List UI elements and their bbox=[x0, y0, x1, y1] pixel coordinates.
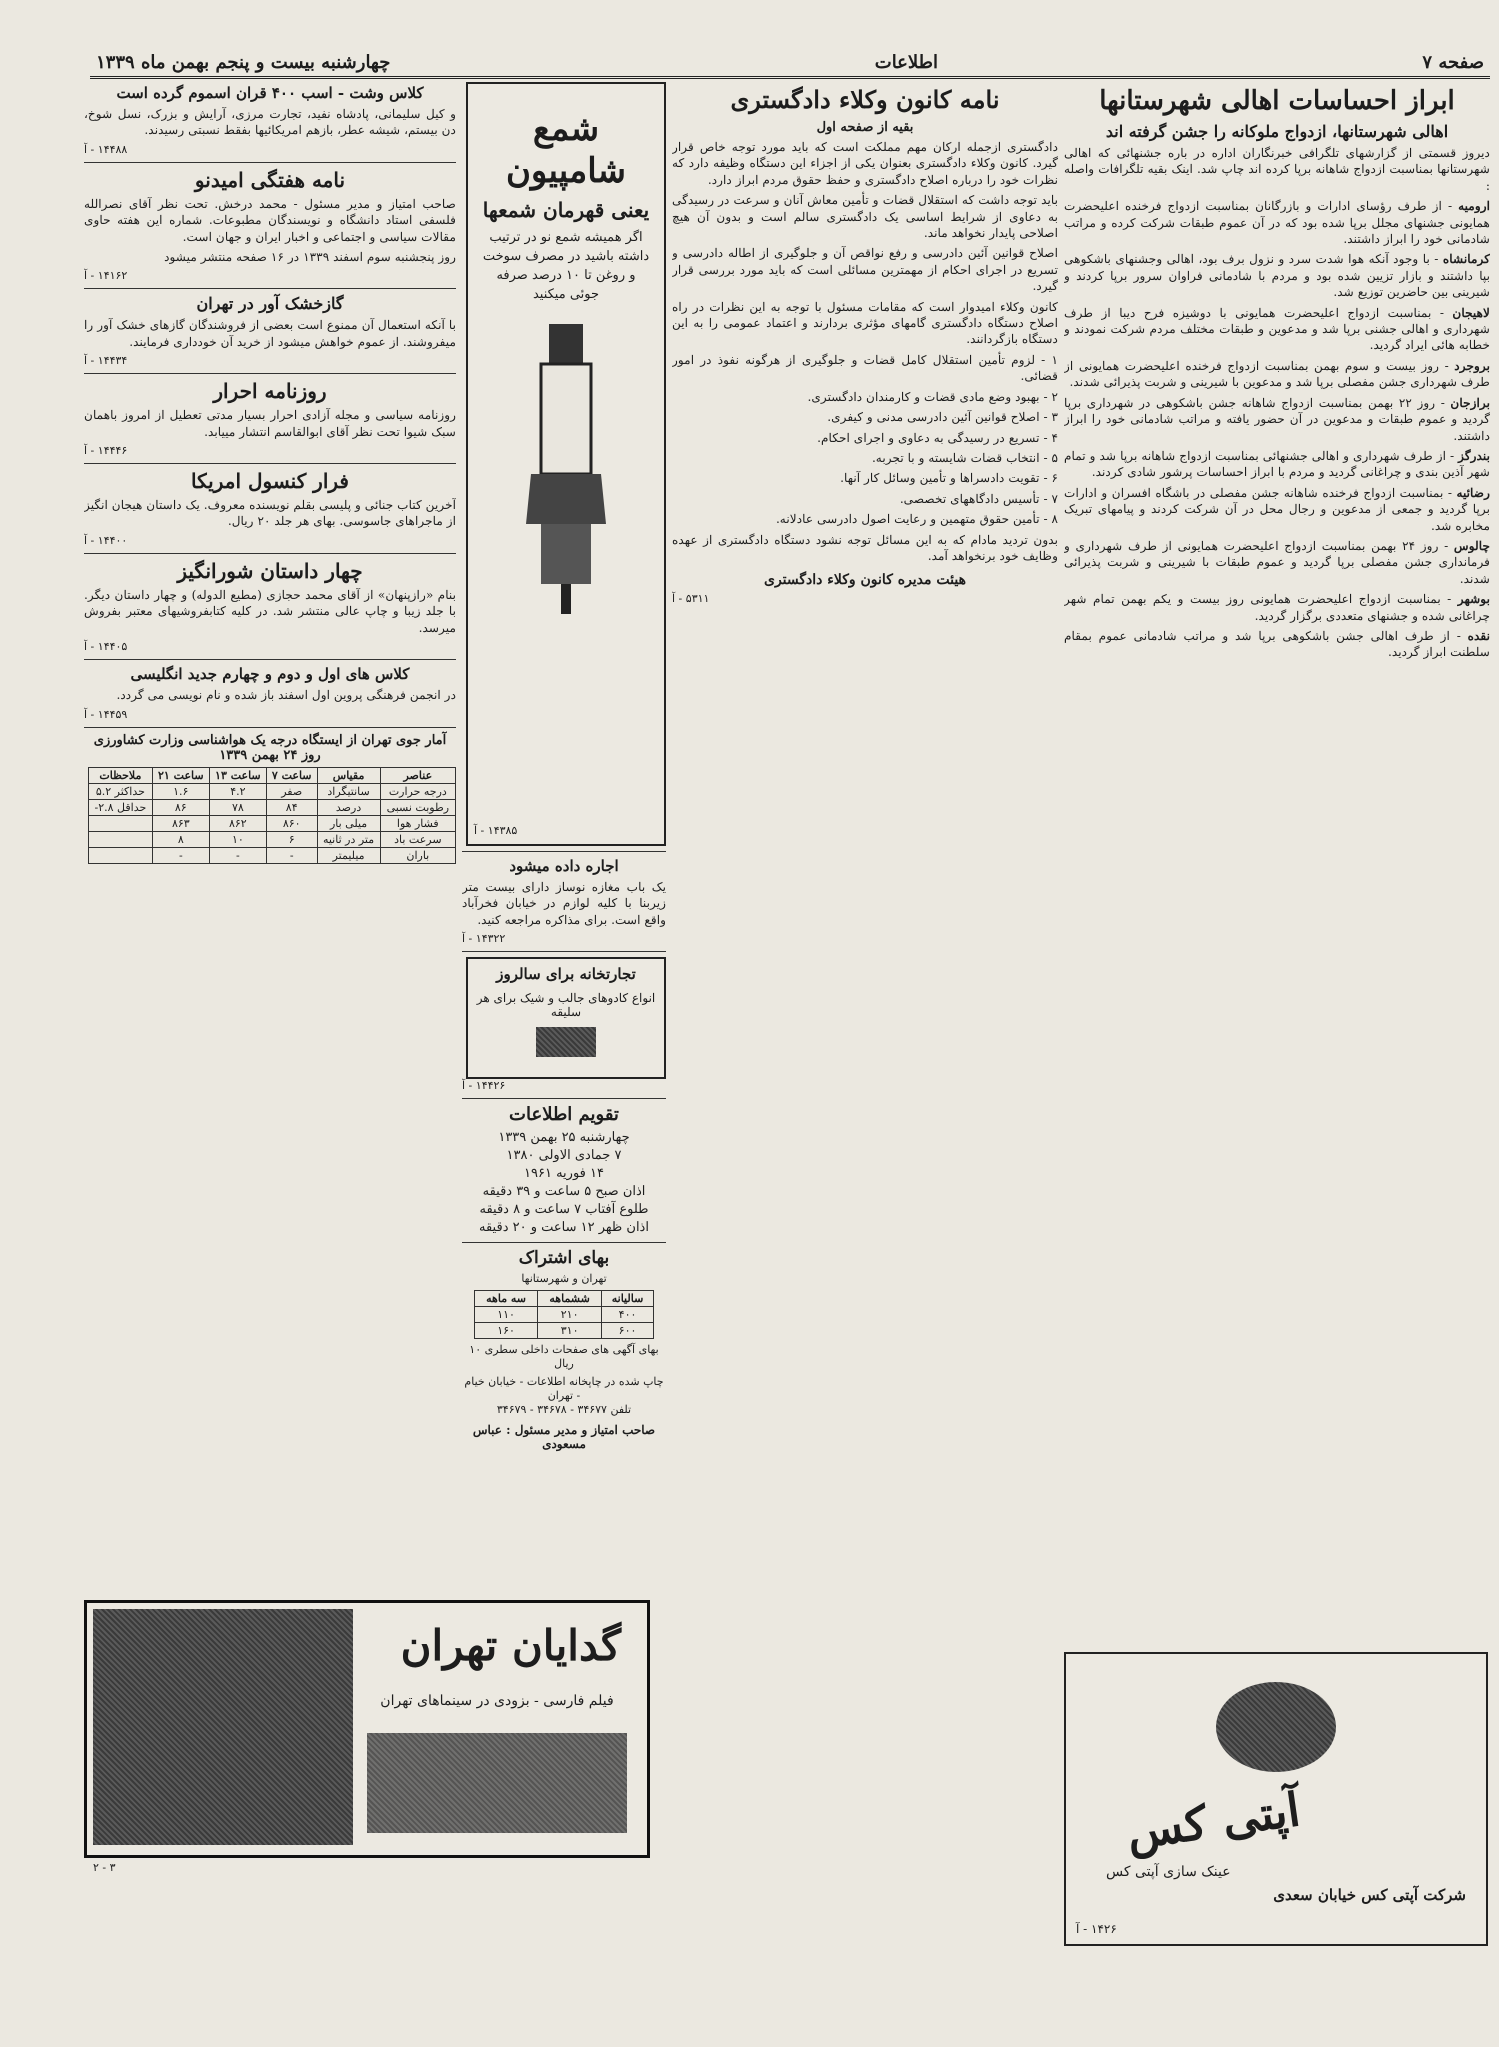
story-code: ۱۴۴۰۵ - آ bbox=[84, 640, 128, 654]
weather-cell: میلی بار bbox=[317, 815, 380, 831]
article-paragraph: ۳ - اصلاح قوانین آئین دادرسی مدنی و کیفری. bbox=[827, 410, 1058, 425]
film-ad-sub: فیلم فارسی - بزودی در سینماهای تهران bbox=[380, 1693, 614, 1709]
city-text: با وجود آنکه هوا شدت سرد و نزول برف بود، اهالی وجشنهای باشکوهی بپا داشتند و بازار تزیین شده بود و مردم با شادمانی فراوان سرور برپا کردند و شیرینی بین حاضرین توزیع شد. bbox=[1064, 252, 1490, 300]
weather-header: ملاحظات bbox=[89, 767, 153, 783]
warning-title: گازخشک آور در تهران bbox=[196, 294, 344, 314]
headline-lawyers: نامه کانون وکلاء دادگستری bbox=[730, 85, 1000, 114]
optics-ad-footer: شرکت آپتی کس خیابان سعدی bbox=[1273, 1886, 1466, 1904]
optics-ad bbox=[1064, 1652, 1488, 1946]
weather-cell: ۸۶ bbox=[152, 799, 209, 815]
city-report: ارومیه - از طرف رؤسای ادارات و بازرگانان بمناسبت ازدواج فرخنده اعلیحضرت همایونی جشنهای مجلل برپا شده بود که در آن عموم طبقات شرکت کرده و مراتب شادمانی خود را ابراز داشتند. bbox=[1064, 199, 1490, 247]
calendar-row: ۱۴ فوریه ۱۹۶۱ bbox=[524, 1166, 604, 1182]
city-text: از طرف رؤسای ادارات و بازرگانان بمناسبت ازدواج فرخنده اعلیحضرت همایونی جشنهای مجلل برپا شده بود که در آن عموم طبقات شرکت کرده و مراتب شادمانی خود را ابراز داشتند. bbox=[1064, 199, 1490, 247]
film-ad-photo bbox=[93, 1609, 353, 1845]
subscription-sub: تهران و شهرستانها bbox=[521, 1272, 607, 1286]
spark-plug-icon bbox=[511, 324, 621, 624]
story-title: چهار داستان شورانگیز bbox=[177, 558, 363, 583]
city-report: بوشهر - بمناسبت ازدواج اعلیحضرت همایونی روز بیست و یکم بهمن تمام شهر چراغانی شده و جشنهای متعددی برگزار گردید. bbox=[1064, 592, 1490, 623]
city-name: برازجان bbox=[1450, 395, 1490, 410]
weather-cell: ۱.۶ bbox=[152, 783, 209, 799]
weather-cell: - bbox=[152, 847, 209, 863]
weather-row bbox=[89, 847, 456, 863]
date-line: چهارشنبه بیست و پنجم بهمن ماه ۱۳۳۹ bbox=[96, 51, 391, 73]
gift-code: ۱۴۴۲۶ - آ bbox=[462, 1079, 506, 1093]
subscription-table bbox=[474, 1290, 654, 1339]
class-text: و کیل سلیمانی، پادشاه نفید، تجارت مرزی، آرایش و بزرک، نسل شوخ، دن بیستم، شیشه عطر، بازهم امریکائیها بفقط نسبتی رسیدند. bbox=[84, 107, 456, 138]
weather-cell bbox=[89, 831, 153, 847]
film-ad-code: ۳ - ۲ bbox=[93, 1861, 116, 1874]
city-name: ارومیه bbox=[1458, 199, 1490, 214]
subscription-cell: ۳۱۰ bbox=[538, 1323, 602, 1339]
weather-cell: باران bbox=[380, 847, 455, 863]
weather-cell: - bbox=[209, 847, 266, 863]
city-name: کرمانشاه bbox=[1442, 252, 1490, 267]
paper-name: اطلاعات bbox=[874, 51, 938, 73]
city-text: روز ۲۲ بهمن بمناسبت ازدواج شاهانه جشن باشکوهی در شهرداری برپا گردید و عموم طبقات و مدعوین در آن حضور یافته و مراتب شادمانی خود را ابراز داشتند. bbox=[1064, 395, 1490, 443]
weather-cell: رطوبت نسبی bbox=[380, 799, 455, 815]
article-paragraph: دادگستری ازجمله ارکان مهم مملکت است که باید مورد توجه خاص قرار گیرد. کانون وکلاء دادگستری بعنوان یکی از اجزاء این دستگاه وظیفه دارد که نظرات خود را درباره اصلاح دادگستری و حفظ حقوق مردم ابراز دارد. bbox=[672, 140, 1058, 187]
weather-cell bbox=[89, 815, 153, 831]
tehran-film-ad bbox=[84, 1600, 650, 1874]
city-report: بروجرد - روز بیست و سوم بهمن بمناسبت ازدواج فرخنده اعلیحضرت همایونی از طرف شهرداری جشن مفصلی برپا شد و مدعوین با شیرینی و شربت پذیرائی شدند. bbox=[1064, 358, 1490, 390]
english-title: کلاس های اول و دوم و چهارم جدید انگلیسی bbox=[130, 665, 410, 684]
city-text: روز بیست و سوم بهمن بمناسبت ازدواج فرخنده اعلیحضرت همایونی از طرف شهرداری جشن مفصلی برپا شد و مدعوین با شیرینی و شربت پذیرائی شدند. bbox=[1064, 358, 1490, 390]
column-lawyers bbox=[672, 82, 1058, 1962]
column-notices bbox=[84, 82, 456, 1582]
subscription-header: ششماهه bbox=[538, 1291, 602, 1307]
city-report: لاهیجان - بمناسبت ازدواج اعلیحضرت همایونی با دوشیزه فرح دیبا از طرف شهرداری و اهالی جشنی برپا شد و مدعوین و طبقات مختلف مردم شرکت نمودند و خطابه هائی ایراد گردید. bbox=[1064, 305, 1490, 353]
calendar-row: ۷ جمادی الاولی ۱۳۸۰ bbox=[506, 1148, 622, 1164]
weather-header: ساعت ۷ bbox=[266, 767, 317, 783]
calendar-row: اذان صبح ۵ ساعت و ۳۹ دقیقه bbox=[482, 1184, 646, 1200]
weather-cell: ۷۸ bbox=[209, 799, 266, 815]
city-text: از طرف شهرداری و اهالی جشنهائی بمناسبت ازدواج شاهانه برپا شد و تمام شهر آذین بندی و چراغانی گردید و مردم با ابراز احساسات پرشور شادی کردند. bbox=[1064, 448, 1490, 480]
weather-row bbox=[89, 799, 456, 815]
spark-plug-tagline: یعنی قهرمان شمعها bbox=[482, 198, 650, 222]
consul-title: فرار کنسول امریکا bbox=[190, 469, 349, 494]
weather-cell: ۸۶۳ bbox=[152, 815, 209, 831]
city-name: لاهیجان bbox=[1452, 305, 1490, 320]
subscription-cell: ۱۶۰ bbox=[475, 1323, 538, 1339]
weekly-code: ۱۴۱۶۲ - آ bbox=[84, 269, 128, 283]
class-code: ۱۴۴۸۸ - آ bbox=[84, 142, 128, 156]
weather-cell: ۸۶۰ bbox=[266, 815, 317, 831]
article-paragraph: کانون وکلاء امیدوار است که مقامات مسئول با توجه به این نظرات در راه اصلاح دستگاه دادگستری گامهای مؤثری بردارند و اعتماد عمومی را به این دستگاه بازگردانند. bbox=[672, 299, 1058, 347]
city-name: چالوس bbox=[1453, 538, 1490, 553]
weather-title: آمار جوی تهران از ایستگاه درجه یک هواشناسی وزارت کشاورزی روز ۲۴ بهمن ۱۳۳۹ bbox=[93, 732, 447, 763]
city-text: از طرف اهالی جشن باشکوهی برپا شد و مراتب شادمانی عموم بمقام سلطنت ابراز گردید. bbox=[1064, 628, 1490, 660]
consul-text: آخرین کتاب جنائی و پلیسی بقلم نویسنده معروف. یک داستان هیجان انگیز از ماجراهای جاسوسی. بهای هر جلد ۲۰ ریال. bbox=[84, 498, 456, 529]
weekly-text: صاحب امتیاز و مدیر مسئول - محمد درخش. تحت نظر آقای نصرالله فلسفی استاد دانشگاه و نویسندگان مطبوعات. شماره این هفته حاوی مقالات سیاسی و اجتماعی و اخبار ایران و جهان است. bbox=[84, 196, 456, 244]
lawyers-code: ۵۳۱۱ - آ bbox=[672, 592, 710, 606]
article-paragraph: ۶ - تقویت دادسراها و تأمین وسائل کار آنها. bbox=[840, 471, 1058, 486]
subscription-header: سه ماهه bbox=[475, 1291, 538, 1307]
city-text: بمناسبت ازدواج اعلیحضرت همایونی روز بیست و یکم بهمن تمام شهر چراغانی شده و جشنهای متعددی برگزار گردید. bbox=[1064, 592, 1490, 623]
lawyers-signature: هیئت مدیره کانون وکلاء دادگستری bbox=[763, 572, 966, 589]
city-report: کرمانشاه - با وجود آنکه هوا شدت سرد و نزول برف بود، اهالی وجشنهای باشکوهی بپا داشتند و بازار تزیین شده بود و مردم با شادمانی فراوان سرور برپا کردند و شیرینی بین حاضرین توزیع شد. bbox=[1064, 252, 1490, 300]
weather-cell: فشار هوا bbox=[380, 815, 455, 831]
weather-cell: ۸ bbox=[152, 831, 209, 847]
subscription-title: بهای اشتراک bbox=[518, 1248, 610, 1269]
calendar-row: طلوع آفتاب ۷ ساعت و ۸ دقیقه bbox=[479, 1202, 649, 1218]
spark-plug-brand: شمع شامپیون bbox=[505, 109, 627, 191]
city-name: بروجرد bbox=[1454, 358, 1490, 373]
weekly-title: نامه هفتگی امیدنو bbox=[194, 167, 346, 192]
ahrar-code: ۱۴۴۴۶ - آ bbox=[84, 444, 128, 458]
subscription-header: سالیانه bbox=[602, 1291, 654, 1307]
weather-cell: حداقل ۲.۸- bbox=[89, 799, 153, 815]
calendar-title: تقویم اطلاعات bbox=[509, 1104, 619, 1126]
article-paragraph: اصلاح قوانین آئین دادرسی و رفع نواقص آن و جلوگیری از اطاله دادرسی و تسریع در اجرای احکام از مهمترین مسائلی است که باید مورد بررسی قرار گیرد. bbox=[672, 246, 1058, 294]
weather-header: مقیاس bbox=[317, 767, 380, 783]
weather-cell: ۶ bbox=[266, 831, 317, 847]
weather-cell: درصد bbox=[317, 799, 380, 815]
subscription-cell: ۶۰۰ bbox=[602, 1323, 654, 1339]
city-text: بمناسبت ازدواج فرخنده شاهانه جشن مفصلی در باشگاه افسران و ادارات برپا گردید و جمعی از مدعوین و رجال محل در آن شرکت کردند و پیامهای تبریک مخابره شد. bbox=[1064, 485, 1490, 533]
calendar-row: چهارشنبه ۲۵ بهمن ۱۳۳۹ bbox=[498, 1130, 630, 1146]
weather-row bbox=[89, 815, 456, 831]
gift-text: انواع کادوهای جالب و شیک برای هر سلیقه bbox=[476, 991, 656, 1020]
city-report: رضائیه - بمناسبت ازدواج فرخنده شاهانه جشن مفصلی در باشگاه افسران و ادارات برپا گردید و جمعی از مدعوین و رجال محل در آن شرکت کردند و پیامهای تبریک مخابره شد. bbox=[1064, 485, 1490, 533]
optics-ad-code: ۱۴۲۶ - آ bbox=[1076, 1922, 1117, 1936]
rent-code: ۱۴۳۲۲ - آ bbox=[462, 932, 506, 946]
article-paragraph: ۲ - بهبود وضع مادی قضات و کارمندان دادگستری. bbox=[807, 389, 1058, 404]
city-report: نقده - از طرف اهالی جشن باشکوهی برپا شد و مراتب شادمانی عموم بمقام سلطنت ابراز گردید. bbox=[1064, 628, 1490, 660]
city-name: نقده bbox=[1467, 628, 1490, 643]
weather-cell: متر در ثانیه bbox=[317, 831, 380, 847]
spark-plug-code: ۱۴۳۸۵ - آ bbox=[474, 824, 518, 837]
weather-cell: ۸۴ bbox=[266, 799, 317, 815]
weather-cell: ۸۶۲ bbox=[209, 815, 266, 831]
publisher: صاحب امتیاز و مدیر مسئول : عباس مسعودی bbox=[472, 1423, 656, 1452]
page-label: صفحه ۷ bbox=[1422, 51, 1484, 73]
city-text: بمناسبت ازدواج اعلیحضرت همایونی با دوشیزه فرح دیبا از طرف شهرداری و اهالی جشنی برپا شد و مدعوین و طبقات مختلف مردم شرکت نمودند و خطابه هائی ایراد گردید. bbox=[1064, 305, 1490, 353]
weather-header: ساعت ۱۳ bbox=[209, 767, 266, 783]
warning-code: ۱۴۴۳۴ - آ bbox=[84, 354, 128, 368]
city-report: برازجان - روز ۲۲ بهمن بمناسبت ازدواج شاهانه جشن باشکوهی در شهرداری برپا گردید و عموم طبقات و مدعوین در آن حضور یافته و مراتب شادمانی خود را ابراز داشتند. bbox=[1064, 395, 1490, 443]
optics-ad-title: آپتی کس bbox=[1123, 1782, 1304, 1860]
weather-header: عناصر bbox=[380, 767, 455, 783]
gift-ad bbox=[466, 957, 666, 1079]
optics-ad-sub: عینک سازی آپتی کس bbox=[1106, 1864, 1231, 1880]
weekly-date: روز پنجشنبه سوم اسفند ۱۳۳۹ در ۱۶ صفحه منتشر میشود bbox=[164, 250, 456, 265]
consul-code: ۱۴۴۰۰ - آ bbox=[84, 533, 128, 547]
weather-cell: - bbox=[266, 847, 317, 863]
subscription-row bbox=[475, 1307, 654, 1323]
spark-plug-ad bbox=[466, 82, 666, 846]
subscription-row bbox=[475, 1323, 654, 1339]
city-report: چالوس - روز ۲۴ بهمن بمناسبت ازدواج اعلیحضرت همایونی از طرف شهرداری و فرمانداری جشن مفصلی برپا گردید و عموم طبقات با شیرینی و شربت پذیرائی شدند. bbox=[1064, 538, 1490, 586]
story-text: بنام «رازپنهان» از آقای محمد حجازی (مطیع الدوله) و چهار داستان دیگر. با جلد زیبا و چاپ عالی منتشر شد. در کلیه کتابفروشیهای معتبر بفروش میرسد. bbox=[84, 587, 456, 635]
film-ad-title: گدایان تهران bbox=[395, 1621, 627, 1670]
weather-cell: ۱۰ bbox=[209, 831, 266, 847]
subscription-cell: ۴۰۰ bbox=[602, 1307, 654, 1323]
article-paragraph: ۱ - لزوم تأمین استقلال کامل قضات و جلوگیری از هرگونه نفوذ در امور قضائی. bbox=[672, 352, 1058, 384]
subscription-cell: ۲۱۰ bbox=[538, 1307, 602, 1323]
rent-title: اجاره داده میشود bbox=[509, 857, 619, 875]
article-paragraph: ۷ - تأسیس دادگاههای تخصصی. bbox=[899, 491, 1058, 506]
city-name: بندرگز bbox=[1458, 448, 1490, 463]
weather-row bbox=[89, 831, 456, 847]
weather-cell: سانتیگراد bbox=[317, 783, 380, 799]
ad-eye-graphic bbox=[1216, 1682, 1336, 1772]
intro-paragraph: دیروز قسمتی از گزارشهای تلگرافی خبرنگاران اداره در باره جشنهائی که اهالی شهرستانها بمناسبت ازدواج شاهانه برپا کرده اند چاپ شد. اینک بقیه تلگرافات واصله : bbox=[1064, 146, 1490, 193]
article-paragraph: باید توجه داشت که استقلال قضات و تأمین معاش آنان و سرعت در رسیدگی به دعاوی از شرایط اساسی یک دادگستری سالم است و بدون آن هیچ اصلاحی پایدار نخواهد ماند. bbox=[672, 193, 1058, 241]
city-report: بندرگز - از طرف شهرداری و اهالی جشنهائی بمناسبت ازدواج شاهانه برپا شد و تمام شهر آذین بندی و چراغانی گردید و مردم با ابراز احساسات پرشور شادی کردند. bbox=[1064, 448, 1490, 480]
phone: تلفن ۳۴۶۷۷ - ۳۴۶۷۸ - ۳۴۶۷۹ bbox=[496, 1403, 632, 1417]
city-name: رضائیه bbox=[1456, 485, 1490, 500]
city-text: روز ۲۴ بهمن بمناسبت ازدواج اعلیحضرت همایونی از طرف شهرداری و فرمانداری جشن مفصلی برپا گردید و عموم طبقات با شیرینی و شربت پذیرائی شدند. bbox=[1064, 538, 1490, 586]
ahrar-text: روزنامه سیاسی و مجله آزادی احرار بسیار مدتی تعطیل از امروز باهمان سبک شیوا تحت نظر آقای ابوالقاسم انتشار مییابد. bbox=[84, 408, 456, 439]
film-ad-cast bbox=[367, 1733, 627, 1833]
weather-cell: ۴.۲ bbox=[209, 783, 266, 799]
weather-header: ساعت ۲۱ bbox=[152, 767, 209, 783]
weather-cell: صفر bbox=[266, 783, 317, 799]
weather-cell: سرعت باد bbox=[380, 831, 455, 847]
article-paragraph: ۸ - تأمین حقوق متهمین و رعایت اصول دادرسی عادلانه. bbox=[775, 512, 1058, 527]
article-paragraph: ۵ - انتخاب قضات شایسته و با تجربه. bbox=[871, 450, 1058, 465]
weather-row bbox=[89, 783, 456, 799]
weather-cell bbox=[89, 847, 153, 863]
weather-cell: میلیمتر bbox=[317, 847, 380, 863]
subhead-lawyers: بقیه از صفحه اول bbox=[816, 120, 914, 135]
article-paragraph: ۴ - تسریع در رسیدگی به دعاوی و اجرای احکام. bbox=[817, 430, 1058, 445]
spark-plug-text: اگر همیشه شمع نو در ترتیب داشته باشید در مصرف سوخت و روغن تا ۱۰ درصد صرفه جوئی میکنید bbox=[482, 230, 650, 302]
english-code: ۱۴۴۵۹ - آ bbox=[84, 707, 128, 721]
weather-cell: درجه حرارت bbox=[380, 783, 455, 799]
address: چاپ شده در چاپخانه اطلاعات - خیابان خیام - تهران bbox=[464, 1375, 664, 1403]
subscription-note: بهای آگهی های صفحات داخلی سطری ۱۰ ریال bbox=[469, 1343, 659, 1371]
gift-box-graphic bbox=[536, 1027, 596, 1057]
rent-text: یک باب مغازه نوساز دارای بیست متر زیربنا با کلیه لوازم در خیابان فخرآباد واقع است. برای مذاکره مراجعه کنید. bbox=[462, 880, 666, 927]
column-provinces bbox=[1064, 82, 1490, 1962]
ahrar-title: روزنامه احرار bbox=[213, 379, 327, 404]
article-paragraph: بدون تردید مادام که به این مسائل توجه نشود دستگاه دادگستری از عهده وظایف خود برنخواهد آمد. bbox=[672, 532, 1058, 563]
weather-cell: حداکثر ۵.۲ bbox=[89, 783, 153, 799]
english-text: در انجمن فرهنگی پروین اول اسفند باز شده و نام نویسی می گردد. bbox=[116, 688, 456, 703]
warning-text: با آنکه استعمال آن ممنوع است بعضی از فروشندگان گازهای خشک آور را میفروشند. از عموم خواهش میشود از خرید آن خودداری فرمایند. bbox=[84, 318, 456, 349]
headline-provinces: ابراز احساسات اهالی شهرستانها bbox=[1099, 86, 1455, 116]
subscription-cell: ۱۱۰ bbox=[475, 1307, 538, 1323]
weather-table bbox=[88, 767, 456, 864]
page-header bbox=[90, 48, 1490, 79]
calendar-row: اذان ظهر ۱۲ ساعت و ۲۰ دقیقه bbox=[479, 1220, 649, 1236]
gift-title: تجارتخانه برای سالروز bbox=[496, 965, 636, 984]
subhead-provinces: اهالی شهرستانها، ازدواج ملوکانه را جشن گرفته اند bbox=[1105, 122, 1449, 141]
city-name: بوشهر bbox=[1457, 592, 1490, 607]
class-title: کلاس وشت - اسب ۴۰۰ قران اسموم گرده است bbox=[116, 84, 424, 102]
